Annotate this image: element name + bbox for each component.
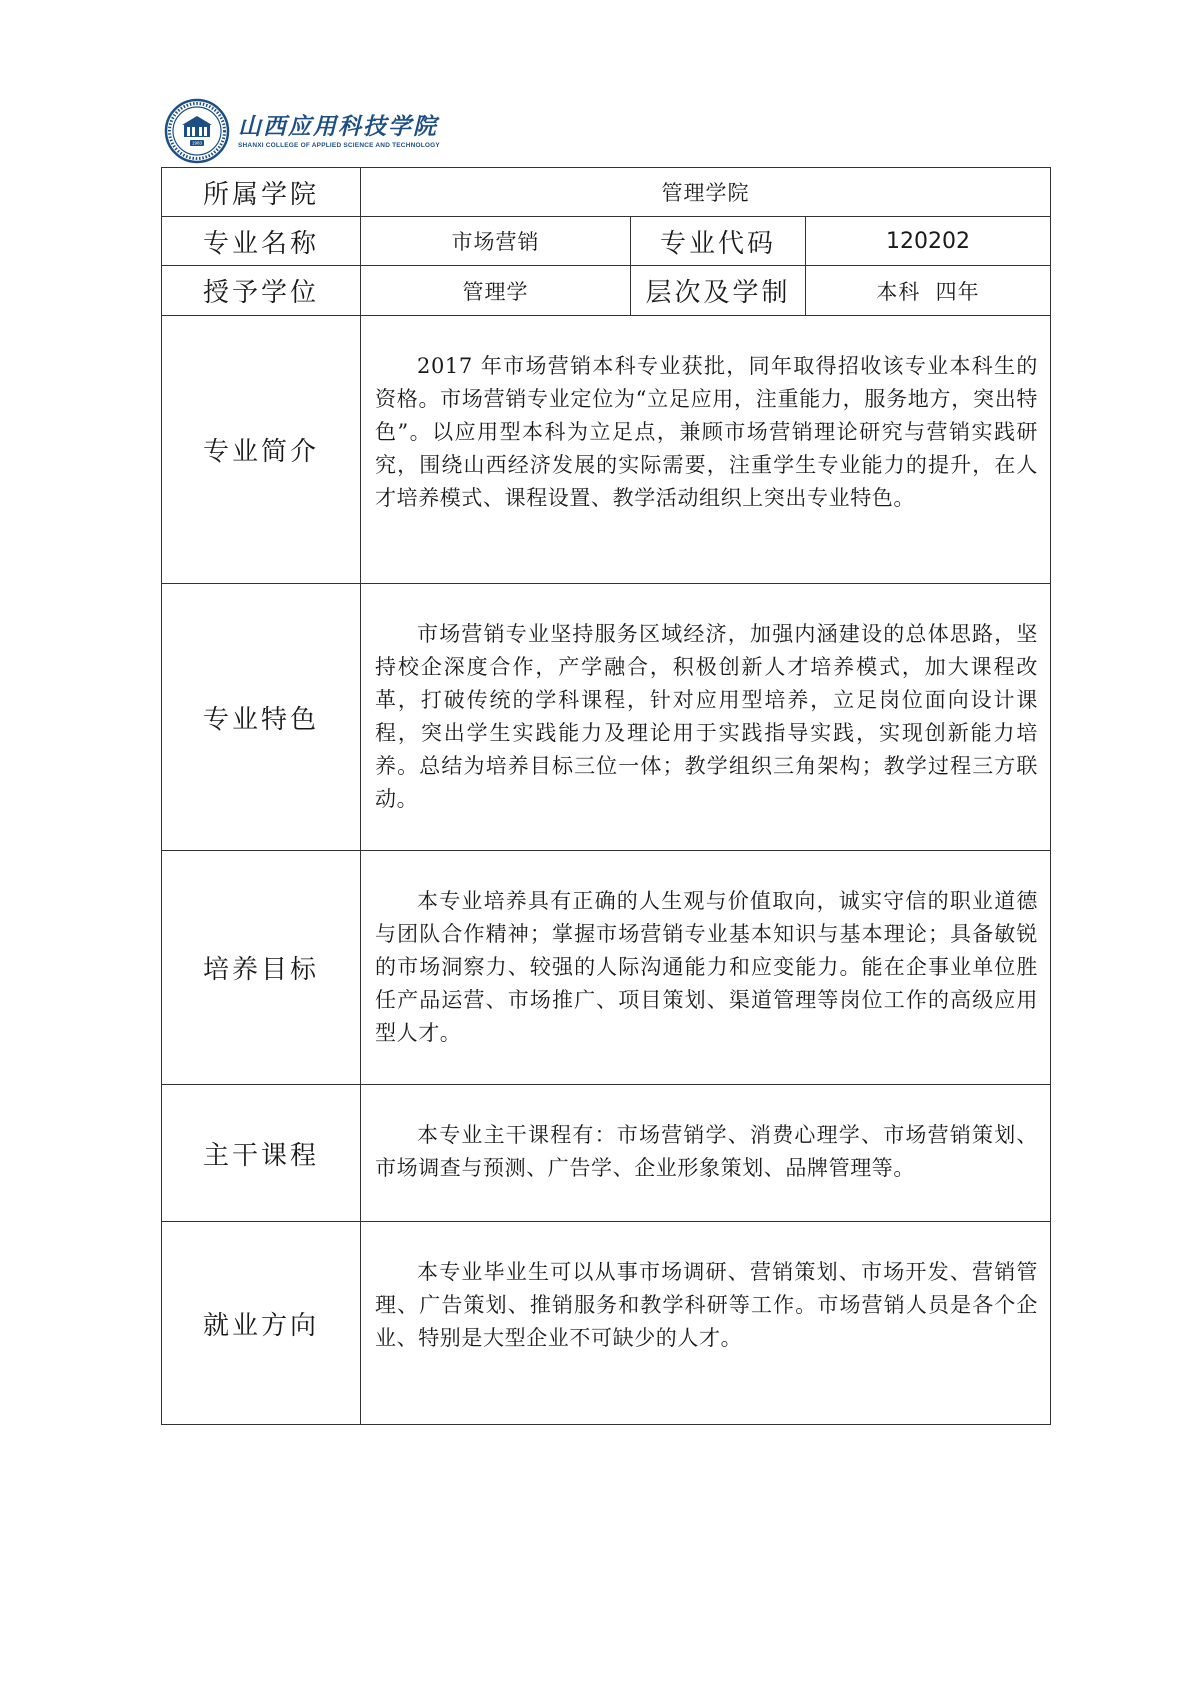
feature-cell: [361, 584, 1051, 851]
seal-year: 1983: [191, 140, 203, 146]
degree-value: 管理学: [361, 266, 631, 316]
level-label: 层次及学制: [631, 266, 806, 316]
feature-label: 专业特色: [162, 584, 361, 851]
course-label: 主干课程: [162, 1085, 361, 1222]
goal-text: 本专业培养具有正确的人生观与价值取向，诚实守信的职业道德与团队合作精神；掌握市场营销专业基本知识与基本理论；具备敏锐的市场洞察力、较强的人际沟通能力和应变能力。能在企事业单位胜任产品运营、市场推广、项目策划、渠道管理等岗位工作的高级应用型人才。: [375, 889, 1039, 1045]
page-header: [164, 96, 440, 166]
intro-text: 2017 年市场营销本科专业获批，同年取得招收该专业本科生的资格。市场营销专业定位为“立足应用，注重能力，服务地方，突出特色”。以应用型本科为立足点，兼顾市场营销理论研究与营销实践研究，围绕山西经济发展的实际需要，注重学生专业能力的提升，在人才培养模式、课程设置、教学活动组织上突出专业特色。: [375, 354, 1039, 510]
level-value: 本科 四年: [806, 266, 1051, 316]
major-info-table: [161, 167, 1051, 1425]
course-text: 本专业主干课程有：市场营销学、消费心理学、市场营销策划、市场调查与预测、广告学、企业形象策划、品牌管理等。: [375, 1123, 1039, 1180]
degree-label: 授予学位: [162, 266, 361, 316]
course-cell: [361, 1085, 1051, 1222]
code-value: 120202: [806, 217, 1051, 266]
career-text: 本专业毕业生可以从事市场调研、营销策划、市场开发、营销管理、广告策划、推销服务和教学科研等工作。市场营销人员是各个企业、特别是大型企业不可缺少的人才。: [375, 1260, 1039, 1350]
row-major: [162, 217, 1051, 266]
row-feature: [162, 584, 1051, 851]
college-seal-logo: [164, 98, 230, 164]
intro-cell: [361, 316, 1051, 584]
college-value: 管理学院: [361, 168, 1051, 217]
major-value: 市场营销: [361, 217, 631, 266]
row-degree: [162, 266, 1051, 316]
row-college: [162, 168, 1051, 217]
college-name-en: SHANXI COLLEGE OF APPLIED SCIENCE AND TECHNOLOGY: [238, 141, 440, 149]
college-name-cn: 山西应用科技学院: [238, 112, 438, 140]
major-label: 专业名称: [162, 217, 361, 266]
career-cell: [361, 1222, 1051, 1425]
code-label: 专业代码: [631, 217, 806, 266]
feature-text: 市场营销专业坚持服务区域经济，加强内涵建设的总体思路，坚持校企深度合作，产学融合，积极创新人才培养模式，加大课程改革，打破传统的学科课程，针对应用型培养，立足岗位面向设计课程，突出学生实践能力及理论用于实践指导实践，实现创新能力培养。总结为培养目标三位一体；教学组织三角架构；教学过程三方联动。: [375, 622, 1039, 811]
row-course: [162, 1085, 1051, 1222]
intro-label: 专业简介: [162, 316, 361, 584]
college-label: 所属学院: [162, 168, 361, 217]
row-goal: [162, 851, 1051, 1085]
row-career: [162, 1222, 1051, 1425]
goal-cell: [361, 851, 1051, 1085]
row-intro: [162, 316, 1051, 584]
career-label: 就业方向: [162, 1222, 361, 1425]
college-name-block: [238, 114, 440, 149]
goal-label: 培养目标: [162, 851, 361, 1085]
